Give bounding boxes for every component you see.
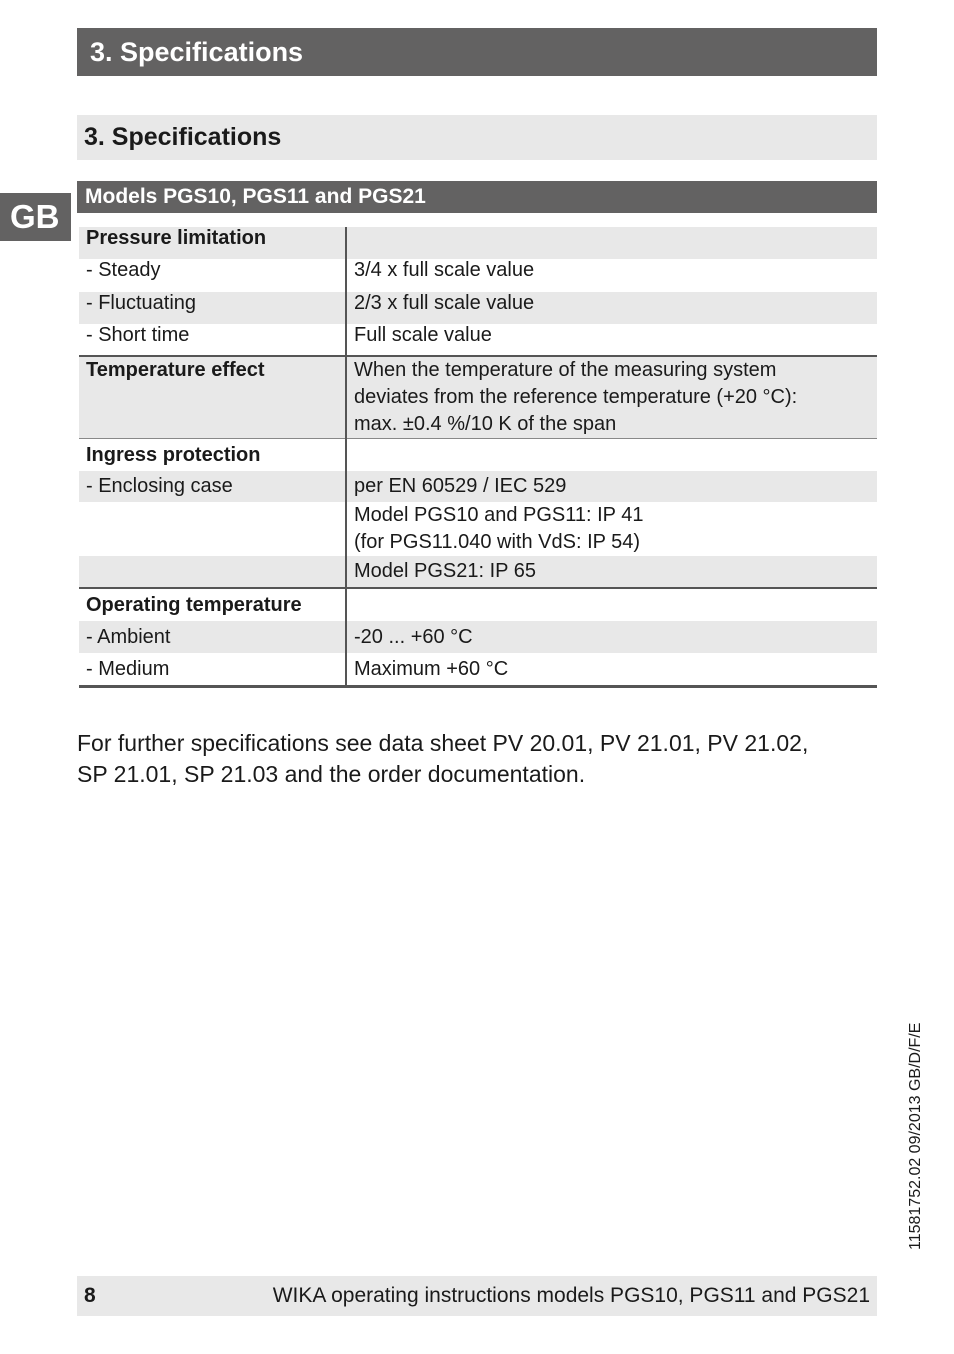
spec-label <box>79 502 346 556</box>
spec-value <box>346 502 877 556</box>
spec-value-line: (for PGS11.040 with VdS: IP 54) <box>354 531 641 553</box>
spec-label: Ingress protection <box>79 439 346 472</box>
spec-value: Full scale value <box>346 324 877 356</box>
section-title: 3. Specifications <box>77 115 877 160</box>
spec-label: - Short time <box>79 324 346 356</box>
spec-value: per EN 60529 / IEC 529 <box>346 471 877 502</box>
spec-label: - Enclosing case <box>79 471 346 502</box>
note-line: SP 21.01, SP 21.03 and the order documentation. <box>77 761 586 787</box>
further-specifications-note <box>77 728 877 790</box>
note-line: For further specifications see data sheet PV 20.01, PV 21.01, PV 21.02, <box>77 730 809 756</box>
page-footer <box>77 1276 877 1316</box>
language-tab: GB <box>0 193 71 241</box>
spec-label: Pressure limitation <box>79 227 346 259</box>
spec-label: - Fluctuating <box>79 292 346 324</box>
page-number: 8 <box>84 1284 96 1307</box>
table-row <box>79 439 877 472</box>
spec-value: 2/3 x full scale value <box>346 292 877 324</box>
spec-value <box>346 588 877 621</box>
spec-value: Model PGS21: IP 65 <box>346 556 877 588</box>
spec-label: Operating temperature <box>79 588 346 621</box>
table-row <box>79 556 877 588</box>
spec-value: 3/4 x full scale value <box>354 259 535 281</box>
spec-value: -20 ... +60 °C <box>346 621 877 653</box>
table-row <box>79 324 877 356</box>
footer-text: WIKA operating instructions models PGS10, PGS11 and PGS21 <box>272 1284 870 1307</box>
spec-label: Temperature effect <box>79 356 346 439</box>
spec-value-line: deviates from the reference temperature (+20 °C): <box>354 386 798 408</box>
table-row <box>79 502 877 556</box>
table-row <box>79 653 877 687</box>
table-title: Models PGS10, PGS11 and PGS21 <box>77 181 877 213</box>
table-row <box>79 621 877 653</box>
table-row <box>79 356 877 439</box>
specifications-table <box>79 227 877 688</box>
spec-label: - Medium <box>79 653 346 687</box>
document-number: 11581752.02 09/2013 GB/D/F/E <box>907 1022 924 1250</box>
spec-label: - Ambient <box>79 621 346 653</box>
page-header: 3. Specifications <box>77 28 877 76</box>
table-row <box>79 471 877 502</box>
spec-value <box>346 356 877 439</box>
spec-label <box>79 556 346 588</box>
spec-label: - Steady <box>79 259 346 292</box>
spec-value-line: max. ±0.4 %/10 K of the span <box>354 413 617 435</box>
table-row <box>79 588 877 621</box>
spec-value-line: Model PGS10 and PGS11: IP 41 <box>354 504 644 526</box>
table-row <box>79 259 877 292</box>
spec-value <box>346 227 877 259</box>
table-row <box>79 292 877 324</box>
spec-value-line: When the temperature of the measuring system <box>354 359 777 381</box>
spec-value <box>346 439 877 472</box>
spec-value: Maximum +60 °C <box>346 653 877 687</box>
table-row <box>79 227 877 259</box>
